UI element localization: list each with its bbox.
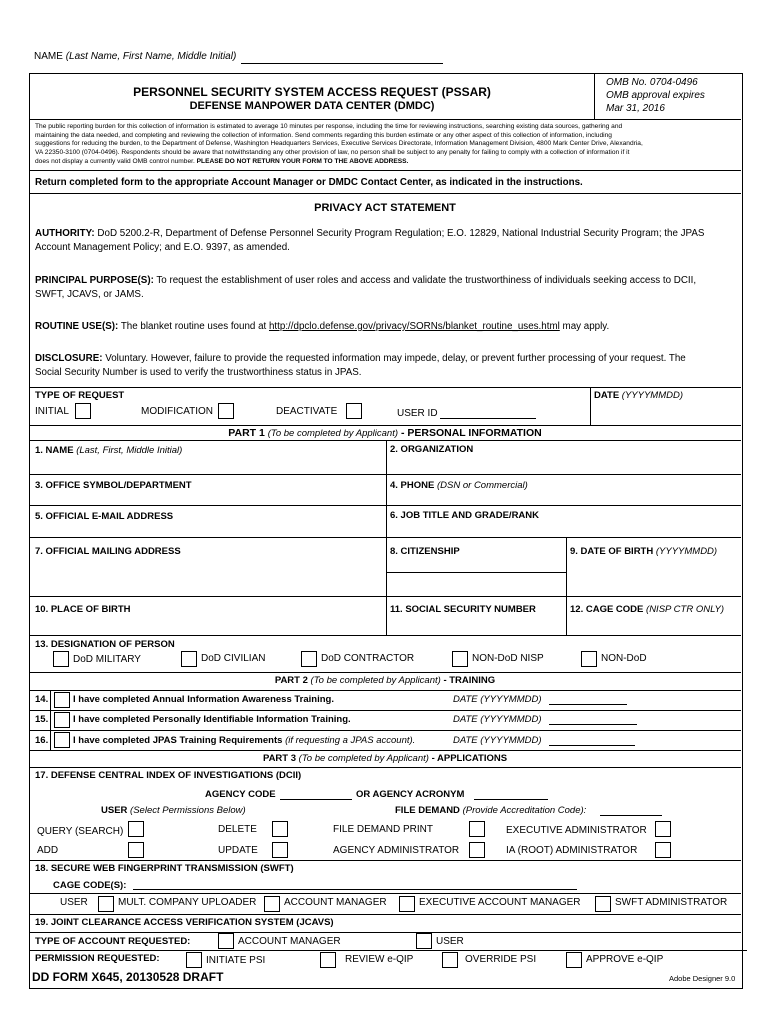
add-checkbox[interactable] — [128, 842, 144, 858]
field-9-dob-label: 9. DATE OF BIRTH (YYYYMMDD) — [570, 546, 718, 557]
name-label-line — [34, 52, 236, 62]
swft-admin-label: SWFT ADMINISTRATOR — [615, 897, 728, 908]
item-16-number: 16. — [35, 735, 49, 746]
training-14-label: I have completed Annual Information Awareness Training. — [73, 694, 334, 705]
update-label: UPDATE — [218, 845, 258, 856]
training-15-label: I have completed Personally Identifiable Information Training. — [73, 714, 351, 725]
item-14-number: 14. — [35, 694, 49, 705]
field-4-phone-label: 4. PHONE (DSN or Commercial) — [390, 480, 528, 491]
name-hint: (Last Name, First Name, Middle Initial) — [65, 51, 237, 62]
form-subtitle: DEFENSE MANPOWER DATA CENTER (DMDC) — [189, 100, 435, 112]
authority-paragraph: AUTHORITY: DoD 5200.2-R, Department of Defense Personnel Security Program Regulation; E.O. 12829, National Industrial Security Program; the JPAS Account Management Policy; and E.O. 9397, as amended. — [35, 228, 705, 253]
omb-number: OMB No. 0704-0496 — [606, 77, 698, 88]
swft-acct-mgr-checkbox[interactable] — [399, 896, 415, 912]
approve-eqip-checkbox[interactable] — [566, 952, 582, 968]
field-10-pob-label: 10. PLACE OF BIRTH — [35, 604, 131, 615]
disclosure-paragraph: DISCLOSURE: Voluntary. However, failure to provide the requested information may impede, delay, or prevent further processing of your request. The Social Security Number is used to verify the trustworthiness status in JPAS. — [35, 353, 686, 378]
software-note: Adobe Designer 9.0 — [669, 974, 736, 983]
swft-mult-checkbox[interactable] — [264, 896, 280, 912]
user-id-label: USER ID — [397, 408, 438, 419]
training-16-date-input[interactable] — [549, 745, 635, 746]
initial-label: INITIAL — [35, 406, 69, 417]
field-13-designation-label: 13. DESIGNATION OF PERSON — [35, 639, 175, 650]
training-16-checkbox[interactable] — [54, 732, 70, 748]
deactivate-label: DEACTIVATE — [276, 406, 338, 417]
part3-heading: PART 3 (To be completed by Applicant) - APPLICATIONS — [262, 753, 508, 764]
query-search-label: QUERY (SEARCH) — [37, 826, 124, 837]
jcavs-acct-mgr-checkbox[interactable] — [218, 933, 234, 949]
training-15-date-label: DATE (YYYYMMDD) — [453, 714, 542, 725]
return-instructions: Return completed form to the appropriate Account Manager or DMDC Contact Center, as indicated in the instructions. — [35, 177, 583, 188]
type-account-label: TYPE OF ACCOUNT REQUESTED: — [35, 936, 191, 947]
training-14-checkbox[interactable] — [54, 692, 70, 708]
routine-paragraph: ROUTINE USE(S): The blanket routine uses found at http://dpclo.defense.gov/privacy/SORNs/blanket_routine_uses.html may apply. — [35, 321, 610, 332]
swft-user-checkbox[interactable] — [98, 896, 114, 912]
agency-acronym-input[interactable] — [474, 799, 548, 800]
approve-eqip-label: APPROVE e-QIP — [586, 954, 664, 965]
agency-acronym-label: OR AGENCY ACRONYM — [356, 789, 465, 800]
field-7-mailing-label: 7. OFFICIAL MAILING ADDRESS — [35, 546, 181, 557]
swft-user-label: USER — [60, 897, 88, 908]
name-input-line[interactable] — [241, 63, 443, 64]
training-14-date-input[interactable] — [549, 704, 627, 705]
review-eqip-label: REVIEW e-QIP — [345, 954, 414, 965]
training-15-date-input[interactable] — [549, 724, 637, 725]
dod-civilian-checkbox[interactable] — [181, 651, 197, 667]
part1-heading: PART 1 (To be completed by Applicant) - PERSONAL INFORMATION — [228, 427, 542, 439]
override-psi-checkbox[interactable] — [442, 952, 458, 968]
field-18-swft-label: 18. SECURE WEB FINGERPRINT TRANSMISSION (SWFT) — [35, 863, 294, 874]
review-eqip-checkbox[interactable] — [320, 952, 336, 968]
routine-link[interactable]: http://dpclo.defense.gov/privacy/SORNs/blanket_routine_uses.html — [268, 321, 560, 332]
name-label: NAME — [34, 51, 63, 62]
update-checkbox[interactable] — [272, 842, 288, 858]
field-17-dcii-label: 17. DEFENSE CENTRAL INDEX OF INVESTIGATIONS (DCII) — [35, 770, 302, 781]
cage-codes-input[interactable] — [133, 889, 577, 890]
dod-military-label: DoD MILITARY — [73, 654, 141, 665]
query-search-checkbox[interactable] — [128, 821, 144, 837]
initiate-psi-label: INITIATE PSI — [206, 955, 266, 966]
field-8-citizenship-label: 8. CITIZENSHIP — [390, 546, 460, 557]
agency-admin-checkbox[interactable] — [469, 842, 485, 858]
training-16-date-label: DATE (YYYYMMDD) — [453, 735, 542, 746]
file-demand-print-label: FILE DEMAND PRINT — [333, 824, 434, 835]
privacy-heading: PRIVACY ACT STATEMENT — [314, 202, 456, 214]
initial-checkbox[interactable] — [75, 403, 91, 419]
exec-admin-checkbox[interactable] — [655, 821, 671, 837]
training-14-date-label: DATE (YYYYMMDD) — [453, 694, 542, 705]
part2-heading: PART 2 (To be completed by Applicant) - TRAINING — [274, 675, 496, 686]
field-11-ssn-label: 11. SOCIAL SECURITY NUMBER — [390, 604, 536, 615]
field-2-organization-label: 2. ORGANIZATION — [390, 444, 474, 455]
form-id: DD FORM X645, 20130528 DRAFT — [32, 970, 224, 984]
dod-military-checkbox[interactable] — [53, 651, 69, 667]
dod-civilian-label: DoD CIVILIAN — [201, 653, 266, 664]
dod-contractor-label: DoD CONTRACTOR — [321, 653, 415, 664]
file-demand-label: FILE DEMAND (Provide Accreditation Code): — [395, 805, 587, 816]
non-dod-nisp-checkbox[interactable] — [452, 651, 468, 667]
delete-checkbox[interactable] — [272, 821, 288, 837]
training-16-label: I have completed JPAS Training Requirements (if requesting a JPAS account). — [73, 735, 416, 746]
jcavs-acct-mgr-label: ACCOUNT MANAGER — [238, 936, 341, 947]
non-dod-nisp-label: NON-DoD NISP — [472, 653, 544, 664]
non-dod-label: NON-DoD — [601, 653, 647, 664]
jcavs-user-label: USER — [436, 936, 464, 947]
burden-statement: The public reporting burden for this collection of information is estimated to average 10 minutes per response, including the time for reviewing instructions, searching existing data sources, gathering and maintaining the data needed, and completing and reviewing the collection of information. Send comments regarding this burden estimate or any other aspect of this collection of information, including suggestions for reducing the burden, to the Department of Defense, Washington Headquarters Services, Executive Services Directorate, Information Management Division, 4800 Mark Center Drive, Alexandria, VA 22350-3100 (0704-0496). Respondents should be aware that notwithstanding any other provision of law, no person shall be subject to any penalty for failing to comply with a collection of information if it does not display a currently valid OMB control number. PLEASE DO NOT RETURN YOUR FORM TO THE ABOVE ADDRESS. — [35, 123, 643, 165]
agency-code-label: AGENCY CODE — [205, 789, 276, 800]
non-dod-checkbox[interactable] — [581, 651, 597, 667]
swft-mult-label: MULT. COMPANY UPLOADER — [118, 897, 257, 908]
user-id-input[interactable] — [440, 418, 536, 419]
agency-code-input[interactable] — [280, 799, 352, 800]
add-label: ADD — [37, 845, 59, 856]
field-5-email-label: 5. OFFICIAL E-MAIL ADDRESS — [35, 511, 174, 522]
form-title: PERSONNEL SECURITY SYSTEM ACCESS REQUEST (PSSAR) — [133, 85, 491, 99]
jcavs-user-checkbox[interactable] — [416, 933, 432, 949]
swft-exec-checkbox[interactable] — [595, 896, 611, 912]
omb-approval: OMB approval expires — [606, 90, 705, 101]
file-demand-print-checkbox[interactable] — [469, 821, 485, 837]
permission-requested-label: PERMISSION REQUESTED: — [35, 953, 160, 964]
accreditation-code-input[interactable] — [600, 815, 662, 816]
field-3-office-label: 3. OFFICE SYMBOL/DEPARTMENT — [35, 480, 192, 491]
field-19-jcavs-label: 19. JOINT CLEARANCE ACCESS VERIFICATION SYSTEM (JCAVS) — [35, 917, 334, 928]
deactivate-checkbox[interactable] — [346, 403, 362, 419]
field-1-name-label: 1. NAME (Last, First, Middle Initial) — [35, 445, 183, 456]
swft-acct-mgr-label: ACCOUNT MANAGER — [284, 897, 387, 908]
ia-admin-checkbox[interactable] — [655, 842, 671, 858]
dod-contractor-checkbox[interactable] — [301, 651, 317, 667]
field-12-cage-label: 12. CAGE CODE (NISP CTR ONLY) — [570, 604, 724, 615]
initiate-psi-checkbox[interactable] — [186, 952, 202, 968]
delete-label: DELETE — [218, 824, 257, 835]
cage-codes-label: CAGE CODE(S): — [53, 880, 127, 891]
omb-date: Mar 31, 2016 — [606, 103, 665, 114]
exec-admin-label: EXECUTIVE ADMINISTRATOR — [506, 825, 647, 836]
training-15-checkbox[interactable] — [54, 712, 70, 728]
agency-admin-label: AGENCY ADMINISTRATOR — [333, 845, 460, 856]
purpose-paragraph: PRINCIPAL PURPOSE(S): To request the establishment of user roles and access and validate the trustworthiness of individuals seeking access to DCII, SWFT, JCAVS, or JAMS. — [35, 275, 697, 300]
field-6-job-title-label: 6. JOB TITLE AND GRADE/RANK — [390, 510, 540, 521]
request-date-label: DATE (YYYYMMDD) — [594, 390, 684, 401]
swft-exec-label: EXECUTIVE ACCOUNT MANAGER — [419, 897, 581, 908]
override-psi-label: OVERRIDE PSI — [465, 954, 537, 965]
type-of-request-label: TYPE OF REQUEST — [35, 390, 125, 401]
modification-label: MODIFICATION — [141, 406, 214, 417]
ia-admin-label: IA (ROOT) ADMINISTRATOR — [506, 845, 638, 856]
modification-checkbox[interactable] — [218, 403, 234, 419]
item-15-number: 15. — [35, 714, 49, 725]
dcii-user-label: USER (Select Permissions Below) — [101, 805, 246, 816]
